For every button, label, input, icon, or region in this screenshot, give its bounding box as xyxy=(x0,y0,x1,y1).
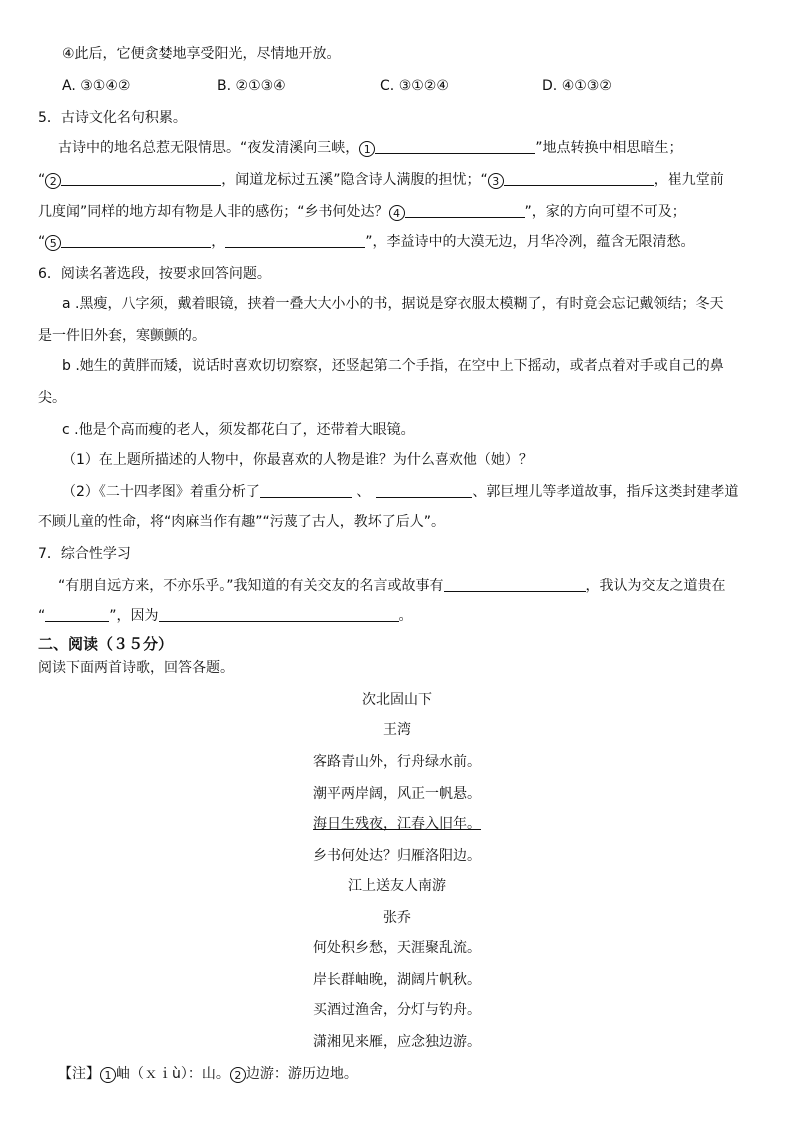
answer-blank-1[interactable] xyxy=(375,139,535,154)
q6-sub1: （1）在上题所描述的人物中，你最喜欢的人物是谁？为什么喜欢他（她）？ xyxy=(62,452,533,468)
q6-text: 、郭巨埋儿等孝道故事，指斥这类封建孝道 xyxy=(472,484,739,500)
section-heading: 二、阅读（３５分） xyxy=(38,635,174,653)
q7-line2 xyxy=(38,606,413,626)
option-a-label: A. xyxy=(62,78,76,94)
q5-text: “ xyxy=(38,172,46,188)
note-label: 【注】 xyxy=(58,1066,100,1082)
poem1-line-2: 潮平两岸阔，风正一帆悬。 xyxy=(313,786,481,802)
answer-blank-2[interactable] xyxy=(61,171,221,186)
option-c-value: ③①②④ xyxy=(398,78,449,94)
q5-text: ”，李益诗中的大漠无边，月华冷冽，蕴含无限清愁。 xyxy=(365,234,695,250)
q5-text: ， xyxy=(211,234,226,250)
blank-number: 2 xyxy=(45,173,61,189)
poem2-line-3: 买酒过渔舍，分灯与钓舟。 xyxy=(313,1002,481,1018)
poem1-author: 王湾 xyxy=(383,722,411,738)
answer-blank-4[interactable] xyxy=(405,203,525,218)
q5-text: ，闻道龙标过五溪”隐含诗人满腹的担忧；“ xyxy=(221,172,488,188)
poem2-line-1: 何处积乡愁，天涯聚乱流。 xyxy=(313,940,481,956)
blank-number: 1 xyxy=(359,141,375,157)
section-intro: 阅读下面两首诗歌，回答各题。 xyxy=(38,660,234,676)
note-number: 1 xyxy=(100,1067,116,1083)
poem1-line-4: 乡书何处达？归雁洛阳边。 xyxy=(313,848,481,864)
q5-text: 几度闻”同样的地方却有物是人非的感伤；“乡书何处达？ xyxy=(38,204,389,220)
note-text: 岫（ｘｉù）：山。 xyxy=(116,1066,230,1082)
answer-blank-11[interactable] xyxy=(159,607,399,622)
q7-text: 。 xyxy=(398,608,413,624)
q6-title: 6．阅读名著选段，按要求回答问题。 xyxy=(38,266,271,282)
option-a-value: ③①④② xyxy=(80,78,131,94)
answer-blank-5[interactable] xyxy=(61,233,211,248)
q5-line2 xyxy=(38,170,724,190)
q5-text: ”地点转换中相思暗生； xyxy=(535,140,683,156)
option-c-label: C. xyxy=(380,78,395,94)
q5-text: ，崔九堂前 xyxy=(653,172,724,188)
q4-item4: ④此后，它便贪婪地享受阳光，尽情地开放。 xyxy=(62,46,341,62)
answer-blank-9[interactable] xyxy=(444,577,586,592)
q7-title: 7．综合性学习 xyxy=(38,546,131,562)
q6-sub2-cont: 不顾儿童的性命，将“肉麻当作有趣”“污蔑了古人，教坏了后人”。 xyxy=(38,514,446,530)
q5-line4 xyxy=(38,232,695,252)
footnote xyxy=(58,1064,358,1084)
q6-passage-a: a .黑瘦，八字须，戴着眼镜，挟着一叠大大小小的书，据说是穿衣服太模糊了，有时竟会忘记戴领结；冬天 xyxy=(62,296,724,312)
q7-text: ”，因为 xyxy=(109,608,159,624)
q5-title: 5．古诗文化名句积累。 xyxy=(38,110,187,126)
q7-text: “ xyxy=(38,608,46,624)
q5-line1 xyxy=(58,138,683,158)
option-b-value: ②①③④ xyxy=(235,78,286,94)
poem2-title: 江上送友人南游 xyxy=(348,878,446,894)
q5-text: 古诗中的地名总惹无限情思。“夜发清溪向三峡， xyxy=(58,140,360,156)
q6-passage-c: c .他是个高而瘦的老人，须发都花白了，还带着大眼镜。 xyxy=(62,422,415,438)
poem1-line-1: 客路青山外，行舟绿水前。 xyxy=(313,754,481,770)
q5-text: ”，家的方向可望不可及； xyxy=(524,204,686,220)
q5-line3 xyxy=(38,202,686,222)
blank-number: 5 xyxy=(45,235,61,251)
poem2-author: 张乔 xyxy=(383,910,411,926)
q5-text: “ xyxy=(38,234,46,250)
q7-line1 xyxy=(58,576,726,596)
option-d-label: D. xyxy=(542,78,558,94)
answer-blank-3[interactable] xyxy=(504,171,654,186)
underlined-verse: 海日生残夜，江春入旧年。 xyxy=(313,816,481,832)
q6-text: 、 xyxy=(356,484,371,500)
q6-passage-b-cont: 尖。 xyxy=(38,390,66,406)
blank-number: 4 xyxy=(389,205,405,221)
answer-blank-7[interactable] xyxy=(260,483,352,498)
q7-text: “有朋自远方来，不亦乐乎。”我知道的有关交友的名言或故事有 xyxy=(58,578,444,594)
answer-blank-10[interactable] xyxy=(45,607,109,622)
note-number: 2 xyxy=(230,1067,246,1083)
blank-number: 3 xyxy=(488,173,504,189)
q4-options xyxy=(62,76,742,96)
q6-sub2 xyxy=(62,482,738,502)
poem2-line-4: 潇湘见来雁，应念独边游。 xyxy=(313,1034,481,1050)
answer-blank-6[interactable] xyxy=(225,233,365,248)
poem1-title: 次北固山下 xyxy=(362,692,432,708)
poem2-line-2: 岸长群岫晚，湖阔片帆秋。 xyxy=(313,972,481,988)
q7-text: ，我认为交友之道贵在 xyxy=(585,578,726,594)
q6-passage-a-cont: 是一件旧外套，寒颤颤的。 xyxy=(38,328,206,344)
q6-text: （2）《二十四孝图》着重分析了 xyxy=(62,484,260,500)
option-b-label: B. xyxy=(217,78,232,94)
answer-blank-8[interactable] xyxy=(376,483,472,498)
q6-passage-b: b .她生的黄胖而矮，说话时喜欢切切察察，还竖起第二个手指，在空中上下摇动，或者点着对手或自己的鼻 xyxy=(62,358,724,374)
poem1-line-3 xyxy=(0,814,794,834)
option-d-value: ④①③② xyxy=(561,78,612,94)
note-text: 边游：游历边地。 xyxy=(245,1066,358,1082)
